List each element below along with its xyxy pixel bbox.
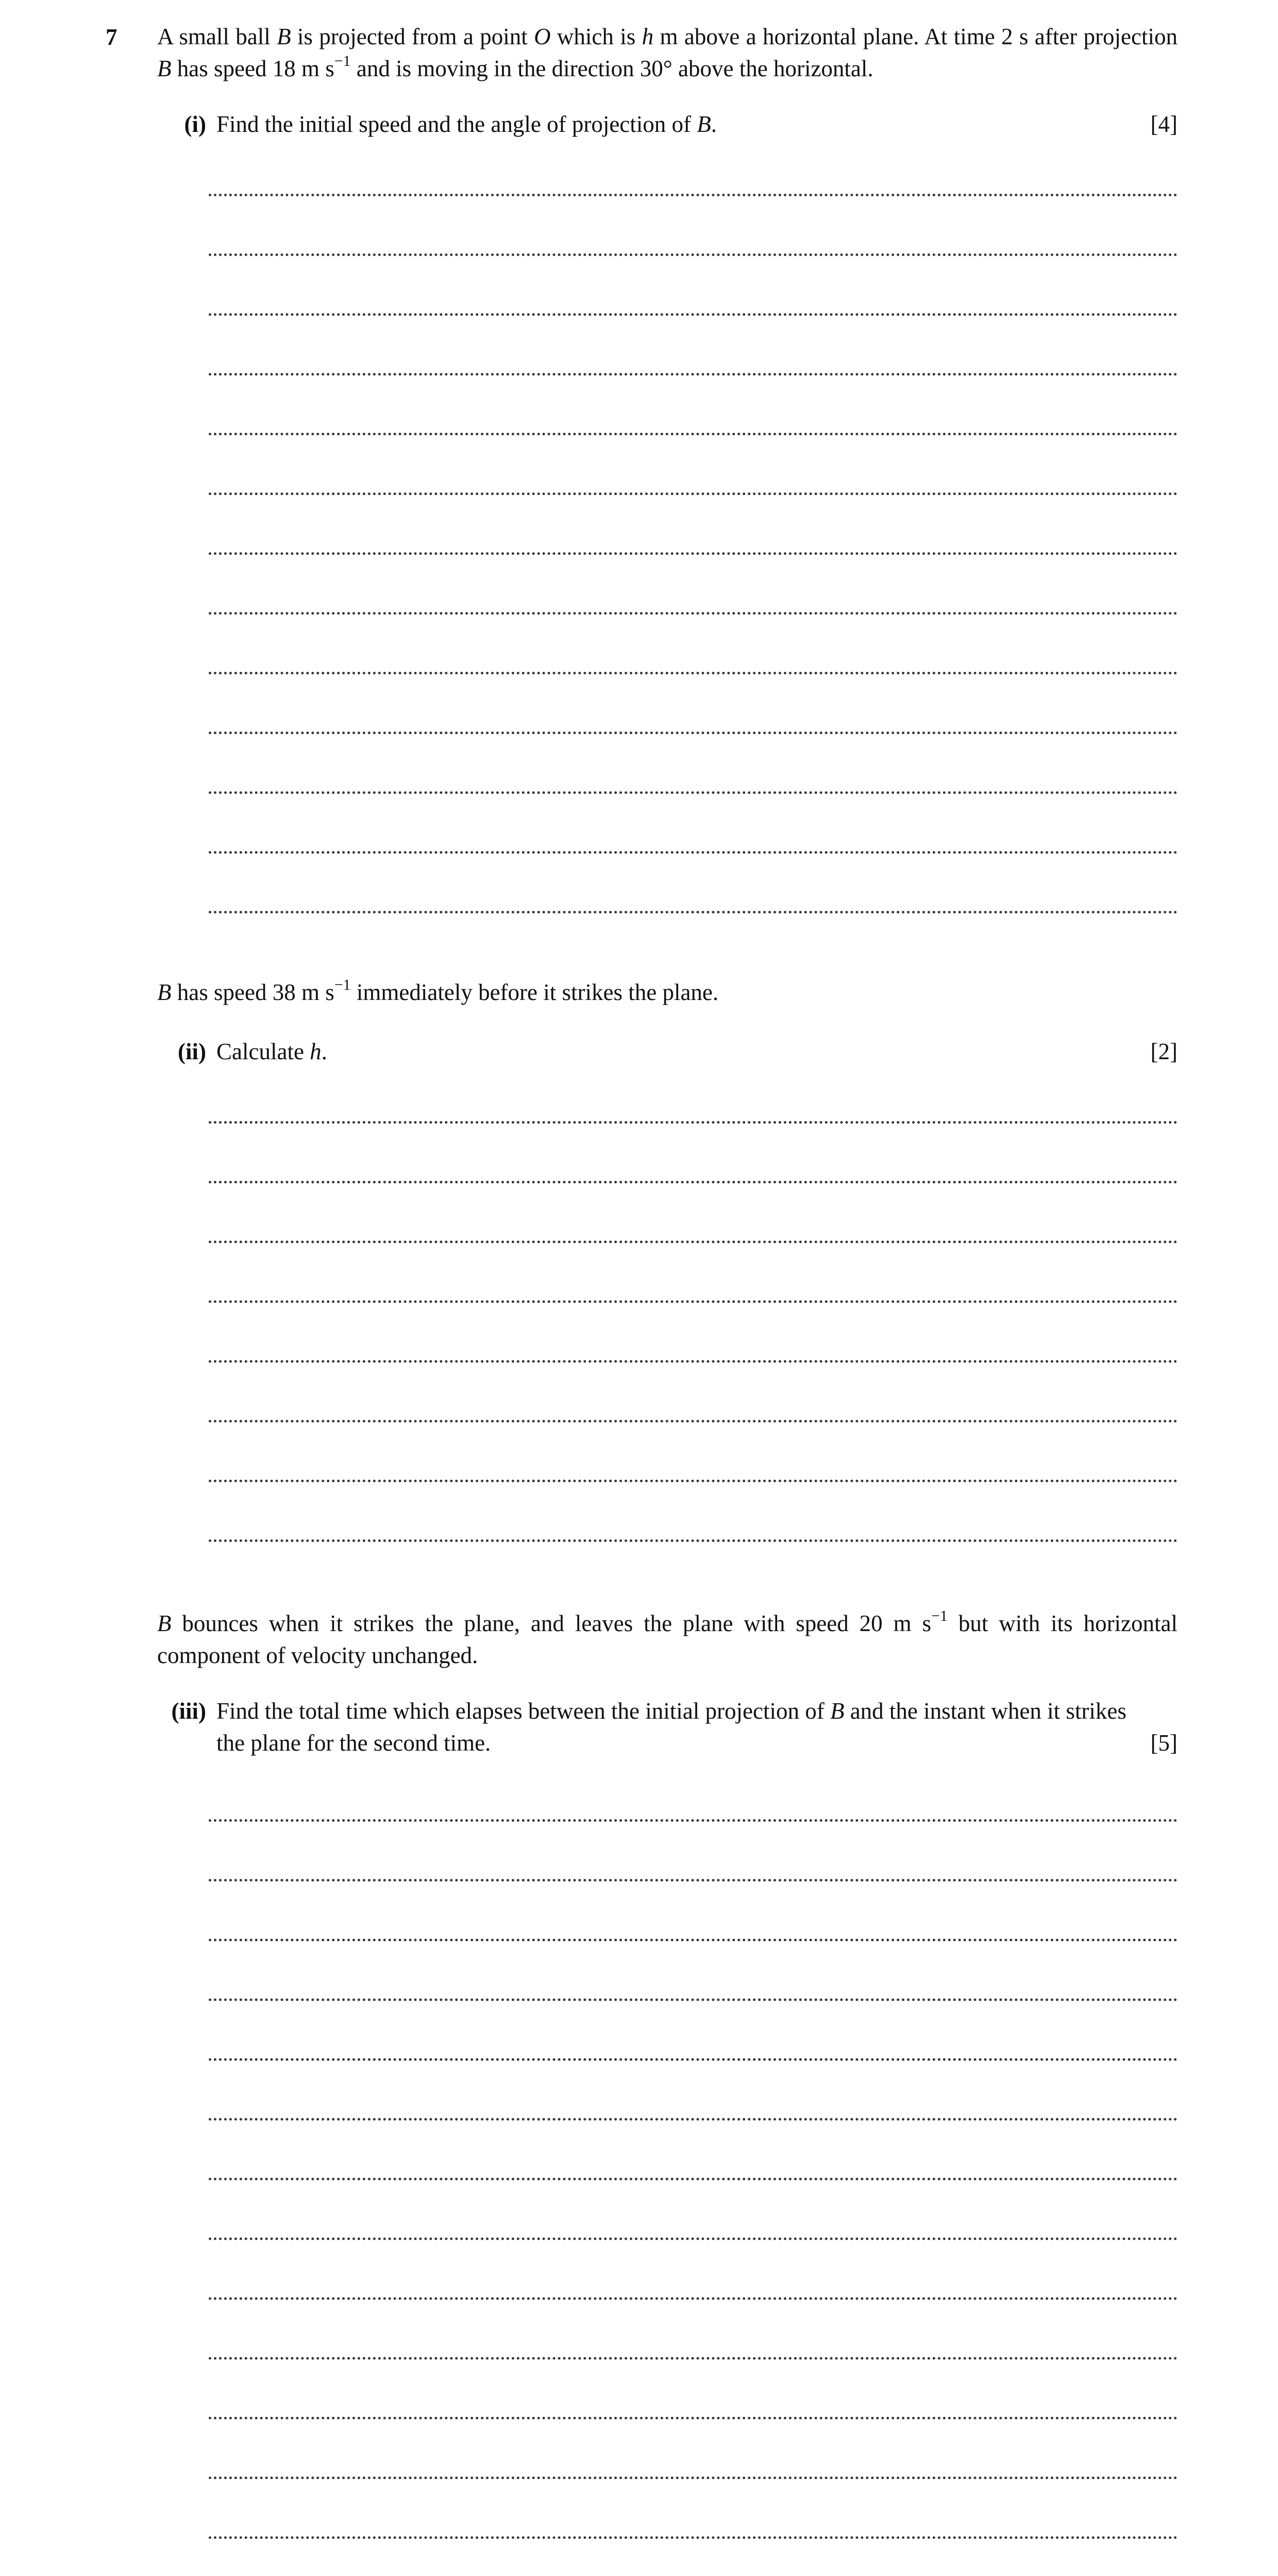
answer-line[interactable] [209, 1762, 1178, 1822]
answer-line[interactable] [209, 1183, 1178, 1243]
part-i-label: (i) [184, 111, 206, 137]
answer-line[interactable] [209, 2061, 1178, 2121]
answer-line[interactable] [209, 1124, 1178, 1183]
answer-line[interactable] [209, 1064, 1178, 1124]
part-iii-text: Find the total time which elapses between the initial projection of B and the instant when it strikes the plane for the second time. [216, 1698, 1126, 1756]
answer-line[interactable] [209, 2240, 1178, 2300]
part-ii-marks: [2] [1150, 1039, 1178, 1064]
answer-line[interactable] [209, 196, 1178, 256]
part-ii-label: (ii) [178, 1039, 206, 1064]
part-ii-stem: B has speed 38 m $s^{-1}$ immediately before it strikes the plane. [157, 976, 719, 1005]
part-i-marks: [4] [1150, 111, 1178, 137]
part-i-prompt [157, 108, 1178, 140]
part-iii-stem: B bounces when it strikes the plane, and leaves the plane with speed 20 m $s^{-1}$ but with its horizontal component of velocity unchanged. [157, 1607, 1178, 1668]
answer-line[interactable] [209, 137, 1178, 196]
answer-line[interactable] [209, 794, 1178, 854]
answer-line[interactable] [209, 555, 1178, 615]
answer-line[interactable] [209, 1363, 1178, 1422]
answer-line[interactable] [209, 1422, 1178, 1482]
answer-line[interactable] [209, 2360, 1178, 2419]
answer-line[interactable] [209, 734, 1178, 794]
answer-line[interactable] [209, 495, 1178, 555]
part-ii-prompt [157, 1036, 1178, 1067]
answer-line[interactable] [209, 435, 1178, 495]
answer-line[interactable] [209, 2001, 1178, 2061]
answer-line[interactable] [209, 2419, 1178, 2479]
answer-line[interactable] [209, 615, 1178, 674]
part-iii-marks: [5] [1150, 1730, 1178, 1756]
answer-line[interactable] [209, 1482, 1178, 1542]
part-i-text: Find the initial speed and the angle of projection of B. [216, 111, 717, 137]
answer-line[interactable] [209, 2479, 1178, 2539]
answer-line[interactable] [209, 1882, 1178, 1941]
answer-line[interactable] [209, 1822, 1178, 1882]
answer-line[interactable] [209, 1303, 1178, 1363]
part-ii-answer-area[interactable] [209, 1064, 1178, 1542]
answer-line[interactable] [209, 2180, 1178, 2240]
answer-line[interactable] [209, 1243, 1178, 1303]
answer-line[interactable] [209, 256, 1178, 316]
answer-line[interactable] [209, 316, 1178, 376]
answer-line[interactable] [209, 674, 1178, 734]
question-intro: A small ball B is projected from a point O which is h m above a horizontal plane. At time 2 s after projection B has speed 18 m $s^{-1}$ and is moving in the direction 30° above the horizontal. [157, 24, 1178, 81]
part-iii-answer-area[interactable] [209, 1762, 1178, 2576]
part-iii-label: (iii) [171, 1698, 206, 1724]
answer-line[interactable] [209, 2539, 1178, 2576]
answer-line[interactable] [209, 376, 1178, 435]
part-ii-text: Calculate h. [216, 1039, 327, 1064]
part-iii-prompt [157, 1695, 1178, 1759]
answer-line[interactable] [209, 1941, 1178, 2001]
part-i-answer-area[interactable] [209, 137, 1178, 913]
answer-line[interactable] [209, 854, 1178, 913]
question-number: 7 [106, 24, 117, 50]
answer-line[interactable] [209, 2121, 1178, 2180]
answer-line[interactable] [209, 2300, 1178, 2360]
